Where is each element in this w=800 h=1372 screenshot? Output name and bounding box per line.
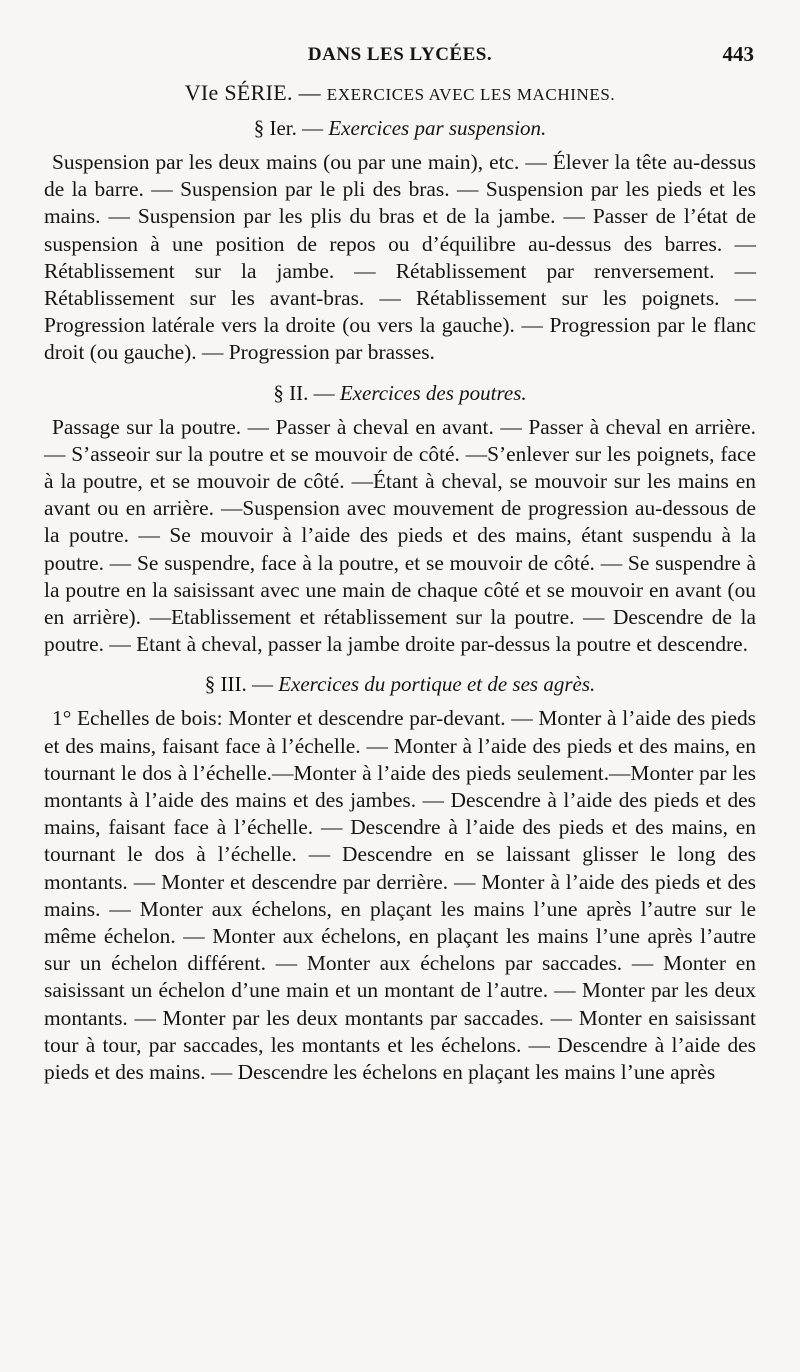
- section-title-text: Exercices des poutres.: [339, 380, 527, 405]
- section-heading-3: § III. — Exercices du portique et de ses agrès.: [204, 672, 596, 697]
- series-prefix: VIe SÉRIE. —: [184, 80, 321, 105]
- section-number: § III.: [204, 672, 247, 697]
- series-title: [44, 80, 756, 106]
- running-title: DANS LES LYCÉES.: [307, 44, 493, 65]
- running-head: [44, 38, 756, 68]
- section-paragraph-1: Suspension par les deux mains (ou par une main), etc. — Élever la tête au-dessus de la barre. — Suspension par le pli des bras. — Suspension par les pieds et les mains. — Suspension par les plis du bras et de la jambe. — Passer de l’état de suspension à une position de repos ou d’équilibre au-dessus des barres. — Rétablissement sur la jambe. — Rétablissement par renversement. — Rétablissement sur les avant-bras. — Rétablissement sur les poignets. — Progression latérale vers la droite (ou vers la gauche). — Progression par le flanc droit (ou gauche). — Progression par brasses.: [44, 150, 756, 365]
- series-label: EXERCICES AVEC LES MACHINES.: [326, 85, 616, 104]
- section-paragraph-2: Passage sur la poutre. — Passer à cheval en avant. — Passer à cheval en arrière. — S’asseoir sur la poutre et se mouvoir de côté. —S’enlever sur les poignets, face à la poutre, et se mouvoir de côté. —Étant à cheval, se mouvoir sur les mains en avant ou en arrière. —Suspension avec mouvement de progression au-dessous de la poutre. — Se mouvoir à l’aide des pieds et des mains, étant suspendu à la poutre. — Se suspendre, face à la poutre, et se mouvoir de côté. — Se suspendre à la poutre en la saisissant avec une main de chaque côté et se mouvoir en avant (ou en arrière). —Etablissement et rétablissement sur la poutre. — Descendre de la poutre. — Etant à cheval, passer la jambe droite par-dessus la poutre et descendre.: [44, 414, 756, 657]
- section-heading-1: § Ier. — Exercices par suspension.: [253, 116, 547, 140]
- section-title-text: Exercices du portique et de ses agrès.: [278, 672, 596, 697]
- section-heading-2: § II. — Exercices des poutres.: [273, 380, 527, 405]
- section-paragraph-3: 1° Echelles de bois: Monter et descendre par-devant. — Monter à l’aide des pieds et des mains, faisant face à l’échelle. — Monter à l’aide des pieds et des mains, en tournant le dos à l’échelle.—Monter à l’aide des pieds seulement.—Monter par les montants à l’aide des mains et des jambes. — Descendre à l’aide des pieds et des mains, faisant face à l’échelle. — Descendre à l’aide des pieds et des mains, en tournant le dos à l’échelle. — Descendre en se laissant glisser le long des montants. — Monter et descendre par derrière. — Monter à l’aide des pieds et des mains. — Monter aux échelons, en plaçant les mains l’une après l’autre sur le même échelon. — Monter aux échelons, en plaçant les mains l’une après l’autre sur un échelon différent. — Monter aux échelons par saccades. — Monter en saisissant un échelon d’une main et un montant de l’autre. — Monter par les deux montants. — Monter par les deux montants par saccades. — Monter en saisissant tour à tour, par saccades, les montants et les échelons. — Descendre à l’aide des pieds et des mains. — Descendre les échelons en plaçant les mains l’une après: [44, 706, 756, 1085]
- section-number: § Ier.: [253, 116, 297, 140]
- section-number: § II.: [273, 380, 309, 405]
- section-title-text: Exercices par suspension.: [328, 116, 547, 140]
- page-number: 443: [722, 42, 754, 66]
